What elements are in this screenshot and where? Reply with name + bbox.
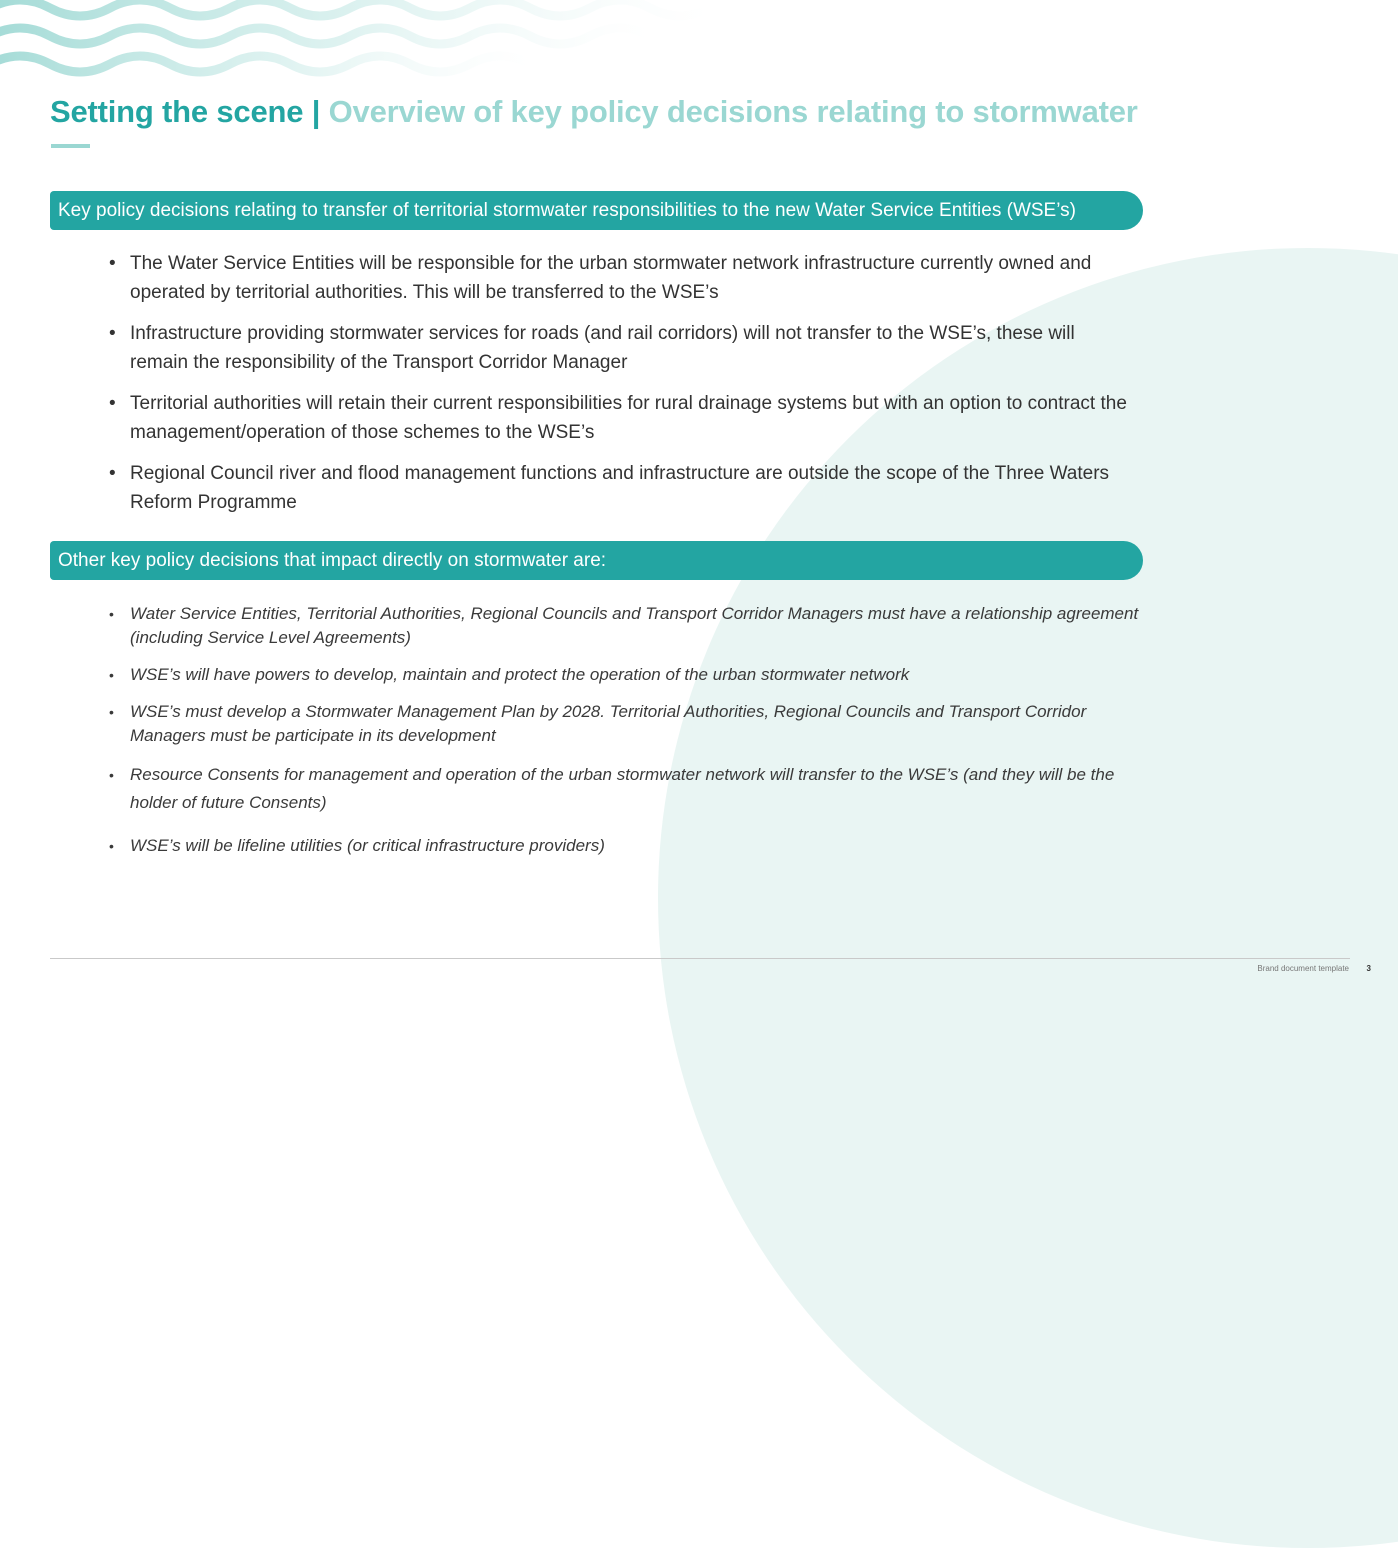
other-decisions-list: [104, 602, 1144, 858]
list-item: • WSE’s will be lifeline utilities (or critical infrastructure providers): [104, 834, 1144, 858]
section-heading-transfer: Key policy decisions relating to transfer of territorial stormwater responsibilities to the new Water Service Entities (WSE’s): [50, 191, 1143, 230]
list-item: • Resource Consents for management and operation of the urban stormwater network will transfer to the WSE’s (and they will be the holder of future Consents): [104, 761, 1144, 817]
list-item: • WSE’s must develop a Stormwater Management Plan by 2028. Territorial Authorities, Regional Councils and Transport Corridor Managers must be participate in its development: [104, 700, 1144, 748]
page-title: [50, 94, 1138, 130]
transfer-decisions-list: [104, 249, 1134, 529]
wave-pattern-icon: [0, 0, 720, 80]
section-heading-other: Other key policy decisions that impact directly on stormwater are:: [50, 541, 1143, 580]
footer-label: Brand document template: [1257, 964, 1349, 973]
list-item: • The Water Service Entities will be responsible for the urban stormwater network infrastructure currently owned and operated by territorial authorities. This will be transferred to the WSE’s: [104, 249, 1134, 307]
title-main: Setting the scene: [50, 94, 304, 129]
title-subtitle: Overview of key policy decisions relating to stormwater: [328, 94, 1138, 129]
list-item: • Water Service Entities, Territorial Authorities, Regional Councils and Transport Corridor Managers must have a relationship agreement (including Service Level Agreements): [104, 602, 1144, 650]
list-item: • Territorial authorities will retain their current responsibilities for rural drainage systems but with an option to contract the management/operation of those schemes to the WSE’s: [104, 389, 1134, 447]
list-item: • Regional Council river and flood management functions and infrastructure are outside the scope of the Three Waters Reform Programme: [104, 459, 1134, 517]
list-item: • Infrastructure providing stormwater services for roads (and rail corridors) will not transfer to the WSE’s, these will remain the responsibility of the Transport Corridor Manager: [104, 319, 1134, 377]
title-separator: |: [311, 94, 321, 129]
title-underline: [51, 144, 90, 148]
list-item: • WSE’s will have powers to develop, maintain and protect the operation of the urban stormwater network: [104, 663, 1144, 687]
footer-divider: [50, 958, 1350, 959]
page-number: 3: [1366, 964, 1371, 973]
